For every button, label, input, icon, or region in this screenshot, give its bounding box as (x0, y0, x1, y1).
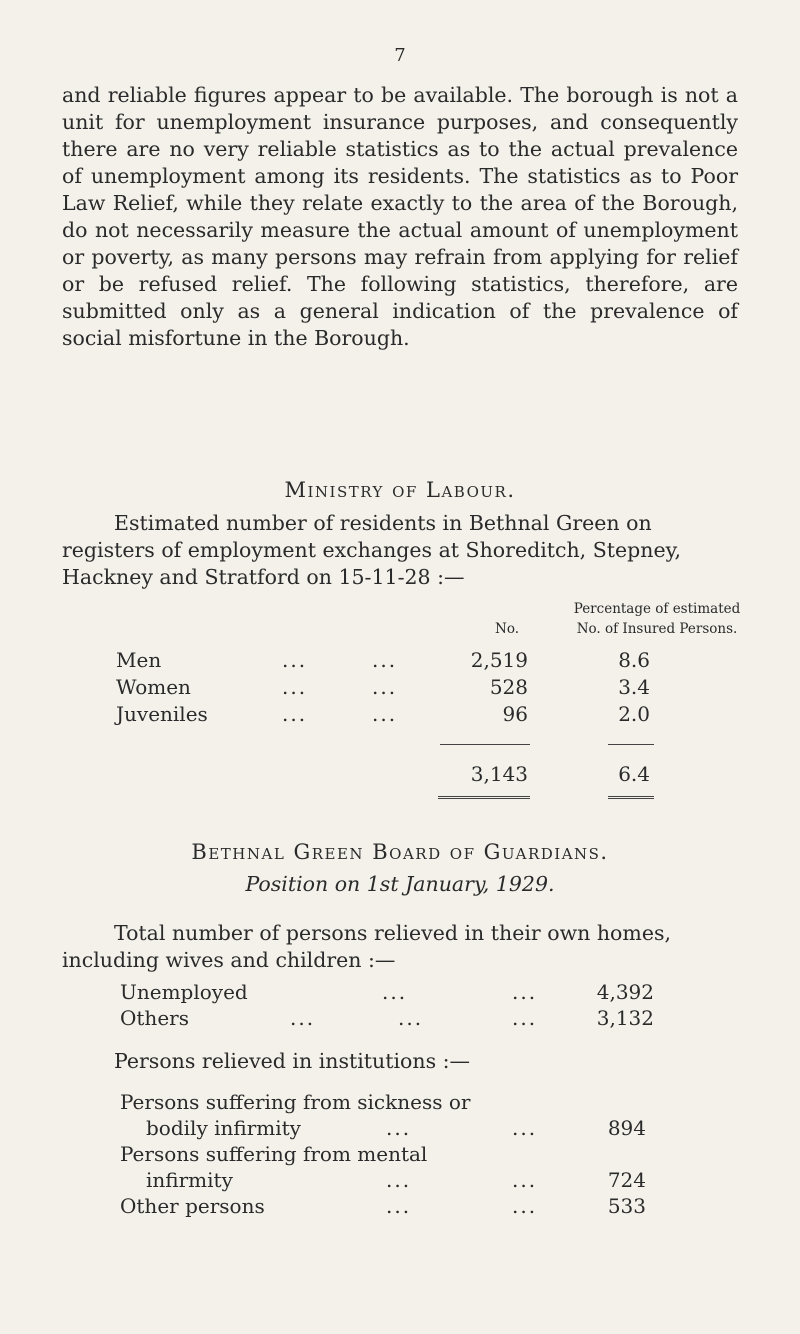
home-value: 4,392 (596, 980, 654, 1004)
row-no: 528 (489, 675, 528, 699)
col-pct-header-line1: Percentage of estimated (573, 601, 741, 617)
col-pct-header-line2: No. of Insured Persons. (576, 621, 738, 637)
leader-dots: ... (398, 1006, 424, 1030)
total-double-rule-no (438, 796, 530, 799)
row-label: Juveniles (116, 702, 208, 726)
leader-dots: ... (372, 648, 398, 672)
total-pct: 6.4 (618, 762, 650, 786)
guardians-heading: Bethnal Green Board of Guardians. (191, 840, 609, 864)
row-label: Men (116, 648, 162, 672)
leader-dots: ... (372, 675, 398, 699)
col-no-header: No. (495, 621, 519, 637)
inst-mental-line1: Persons suffering from mental (120, 1142, 428, 1166)
guardians-subheading: Position on 1st January, 1929. (245, 872, 555, 896)
leader-dots: ... (386, 1116, 412, 1140)
home-value: 3,132 (596, 1006, 654, 1030)
inst-other-label: Other persons (120, 1194, 265, 1218)
leader-dots: ... (282, 648, 308, 672)
total-double-rule-pct (608, 796, 654, 799)
home-label: Others (120, 1006, 189, 1030)
institution-intro: Persons relieved in institutions :— (114, 1049, 471, 1073)
table-row (0, 702, 800, 730)
total-row (0, 762, 800, 790)
leader-dots: ... (512, 1168, 538, 1192)
page-number: 7 (394, 45, 406, 66)
ministry-heading: Ministry of Labour. (284, 478, 516, 502)
leader-dots: ... (386, 1194, 412, 1218)
total-rule-pct (608, 744, 654, 745)
inst-sickness-line1: Persons suffering from sickness or (120, 1090, 471, 1114)
inst-sickness-value: 894 (607, 1116, 646, 1140)
row-no: 96 (502, 702, 528, 726)
leader-dots: ... (512, 1116, 538, 1140)
row-pct: 8.6 (618, 648, 650, 672)
inst-sickness-line2: bodily infirmity (146, 1116, 301, 1140)
leader-dots: ... (382, 980, 408, 1004)
intro-paragraph: and reliable figures appear to be available. The borough is not a unit for unemployment insurance purposes, and consequently there are no very reliable statistics as to the actual prevalence of unemployment among its residents. The statistics as to Poor Law Relief, while they relate exactly to the area of the Borough, do not necessarily measure the actual amount of unemployment or poverty, as many persons may refrain from applying for relief or be refused relief. The following statistics, therefore, are submitted only as a general indication of the prevalence of social misfortune in the Borough. (62, 83, 738, 350)
row-pct: 2.0 (618, 702, 650, 726)
table-row (0, 675, 800, 703)
leader-dots: ... (386, 1168, 412, 1192)
inst-other-value: 533 (607, 1194, 646, 1218)
leader-dots: ... (282, 702, 308, 726)
inst-mental-line2: infirmity (146, 1168, 233, 1192)
row-label: Women (116, 675, 191, 699)
row-pct: 3.4 (618, 675, 650, 699)
leader-dots: ... (372, 702, 398, 726)
row-no: 2,519 (470, 648, 528, 672)
inst-mental-value: 724 (607, 1168, 646, 1192)
total-no: 3,143 (470, 762, 528, 786)
total-rule-no (440, 744, 530, 745)
leader-dots: ... (290, 1006, 316, 1030)
leader-dots: ... (512, 980, 538, 1004)
ministry-description: Estimated number of residents in Bethnal Green on registers of employment exchanges at Shoreditch, Stepney, Hackney and Stratford on 15-11-28 :— (62, 511, 681, 589)
table-row (0, 648, 800, 676)
leader-dots: ... (512, 1194, 538, 1218)
leader-dots: ... (512, 1006, 538, 1030)
home-label: Unemployed (120, 980, 248, 1004)
leader-dots: ... (282, 675, 308, 699)
home-relief-intro: Total number of persons relieved in their own homes, including wives and children :— (62, 921, 671, 972)
